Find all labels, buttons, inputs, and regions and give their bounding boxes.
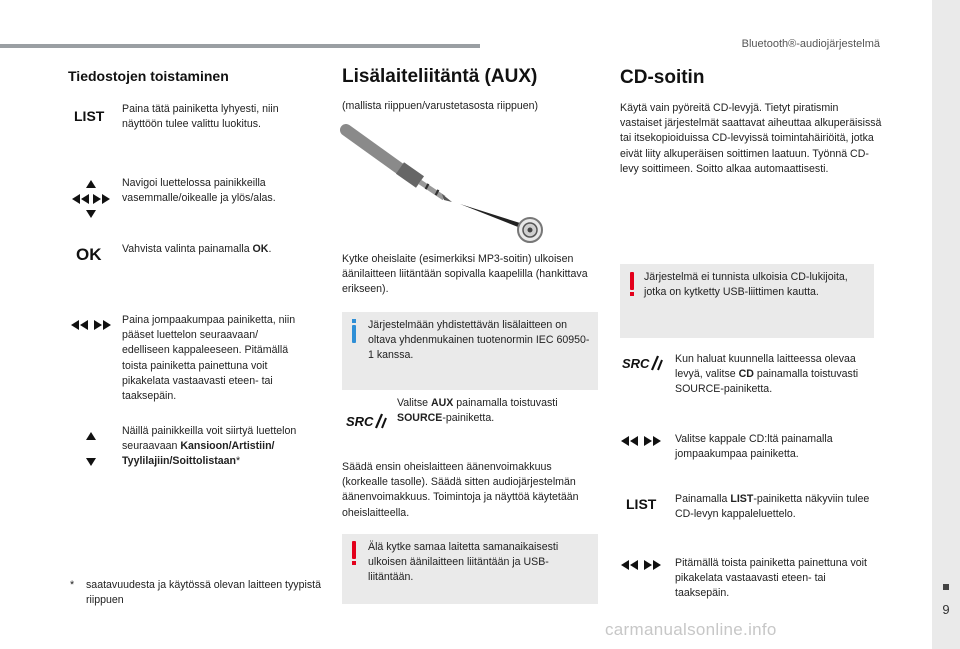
warning-icon [352,541,356,559]
section-heading-cd-player: CD-soitin [620,67,705,88]
volume-adjust-instruction: Säädä ensin oheislaitteen äänenvoimakkuus (korkealle tasolle). Säädä sitten audiojärjestelmän äänenvoimakkuus. Toimintoja ja näyttöä käytetään oheislaitteella. [342,461,579,519]
list-button-label: LIST [626,496,657,512]
folder-navigation-instruction: Näillä painikkeilla voit siirtyä luettelon seuraavaan Kansioon/Artistiin/ Tyylilajiin/Soittolistaan* [122,425,297,468]
info-box-iec [342,312,598,390]
up-down-arrows-icon [84,431,98,467]
page-marker [943,584,949,590]
footnote-marker: * [70,579,75,591]
phone-hang-up-icon [649,355,663,371]
side-strip [932,0,960,649]
aux-availability-note: (mallista riippuen/varustetasosta riippuen) [342,100,539,112]
confirm-instruction: Vahvista valinta painamalla OK. [122,243,272,255]
phone-hang-up-icon [373,413,387,429]
header-rule [0,44,480,48]
connect-instruction: Kytke oheislaite (esimerkiksi MP3-soitin) ulkoisen äänilaitteen liitäntään sopivalla kaapelilla (hankittava erikseen). [342,253,588,296]
src-button-label: SRC [346,414,374,429]
next-previous-instruction: Paina jompaakumpaa painiketta, niin pääset luettelon seuraavaan/ edelliseen kappaleeseen. Pitämällä toista painiketta painettuna voit pikakelata vastaavasti eteen- tai taaksepäin. [122,314,296,403]
double-arrows-icon [620,434,662,448]
section-heading-file-playback: Tiedostojen toistaminen [68,68,229,84]
double-arrows-icon [70,318,112,332]
warning-icon [630,272,634,290]
list-instruction: Paina tätä painiketta lyhyesti, niin näyttöön tulee valittu luokitus. [122,103,279,131]
watermark: carmanualsonline.info [605,620,777,639]
section-heading-aux: Lisälaiteliitäntä (AUX) [342,66,538,87]
info-icon [352,325,356,343]
fast-forward-instruction: Pitämällä toista painiketta painettuna voit pikakelata vastaavasti eteen- tai taaksepäin. [675,557,867,600]
warning-box-text: Järjestelmä ei tunnista ulkoisia CD-lukijoita, jotka on kytketty USB-liittimen kautta. [644,271,848,299]
track-list-instruction: Painamalla LIST-painiketta näkyviin tulee CD-levyn kappaleluettelo. [675,493,870,521]
info-box-text: Järjestelmään yhdistettävän lisälaitteen on oltava yhdenmukainen tuotenormin IEC 60950-1 kanssa. [368,319,590,362]
ok-button-label: OK [76,245,102,264]
cd-intro-text: Käytä vain pyöreitä CD-levyjä. Tietyt piratismin vastaiset järjestelmät saattavat aiheuttaa alkuperäisissä tai itsekopioiduissa CD-levyissä toimintahäiriöitä, jotka eivät liity alkuperäisen soittimen laatuun. Työnnä CD-levy soittimeen. Soitto alkaa automaattisesti. [620,102,882,175]
select-aux-instruction: Valitse AUX painamalla toistuvasti SOURCE-painiketta. [397,397,558,425]
list-button-label: LIST [74,108,105,124]
navigate-instruction: Navigoi luettelossa painikkeilla vasemmalle/oikealle ja ylös/alas. [122,177,276,205]
footnote: saatavuudesta ja käytössä olevan laitteen tyypistä riippuen [86,579,321,607]
warning-box-text: Älä kytke samaa laitetta samanaikaisesti ulkoisen äänilaitteen liitäntään ja USB-liitäntään. [368,541,559,584]
src-button-label: SRC [622,356,650,371]
select-cd-instruction: Kun haluat kuunnella laitteessa olevaa levyä, valitse CD painamalla toistuvasti SOURCE-painiketta. [675,353,859,396]
select-track-instruction: Valitse kappale CD:ltä painamalla jompaakumpaa painiketta. [675,433,833,461]
warning-box-usb [342,534,598,604]
four-arrows-icon [70,178,112,220]
warning-box-cd-reader [620,264,874,338]
page-number: 9 [942,602,950,617]
page-header-title: Bluetooth®-audiojärjestelmä [741,38,880,50]
jack-plug-illustration [340,124,550,244]
double-arrows-icon [620,558,662,572]
